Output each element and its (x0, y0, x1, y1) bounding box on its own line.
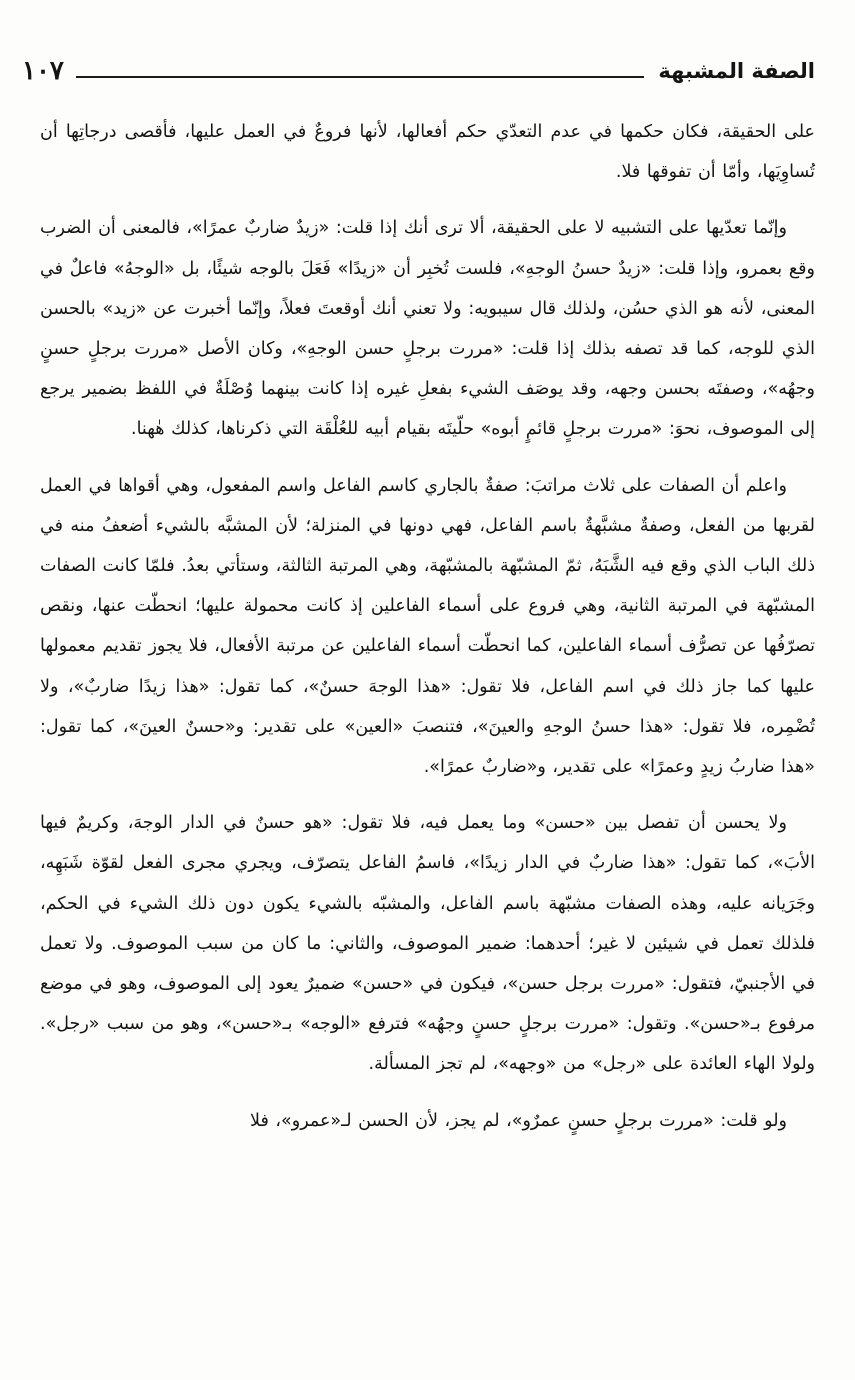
header-rule (76, 76, 644, 78)
paragraph-4: ولا يحسن أن تفصل بين «حسن» وما يعمل فيه، فلا تقول: «هو حسنٌ في الدار الوجهَ، وكريمٌ فيها الأبَ»، كما تقول: «هذا ضاربٌ في الدار زيدًا»، فاسمُ الفاعل يتصرّف، ويجري مجرى الفعل لقوّة شَبَهِه، وجَرَيانه عليه، وهذه الصفات مشبّهة باسم الفاعل، والمشبّه بالشيء يكون دون ذلك الشيء في الحكم، فلذلك تعمل في شيئين لا غير؛ أحدهما: ضمير الموصوف، والثاني: ما كان من سبب الموصوف. ولا تعمل في الأجنبيّ، فتقول: «مررت برجل حسن»، فيكون في «حسن» ضميرٌ يعود إلى الموصوف، وهو في موضع مرفوع بـ«حسن». وتقول: «مررت برجلٍ حسنٍ وجهُه» فترفع «الوجه» بـ«حسن»، وهو من سبب «رجل». ولولا الهاء العائدة على «رجل» من «وجهه»، لم تجز المسألة. (40, 813, 815, 1075)
page-body (40, 112, 815, 1141)
page-header (22, 50, 815, 90)
running-title: الصفة المشبهة (658, 59, 815, 83)
paragraph-5: ولو قلت: «مررت برجلٍ حسنٍ عمرٌو»، لم يجز، لأن الحسن لـ«عمرو»، فلا (250, 1110, 787, 1131)
paragraph-2: وإنّما تعدّيها على التشبيه لا على الحقيقة، ألا ترى أنك إذا قلت: «زيدٌ ضاربٌ عمرًا»، فالمعنى أن الضرب وقع بعمرو، وإذا قلت: «زيدٌ حسنُ الوجهِ»، فلست تُخبِر أن «زيدًا» فَعَلَ بالوجه شيئًا، بل «الوجهُ» فاعلٌ في المعنى، لأنه هو الذي حسُن، ولذلك قال سيبويه: ولا تعني أنك أوقعتَ فعلاً، وإنّما أخبرت عن «زيد» بالحسن الذي للوجه، كما قد تصفه بذلك إذا قلت: «مررت برجلٍ حسن الوجهِ»، وكان الأصل «مررت برجلٍ حسنٍ وجهُه»، وصفتَه بحسن وجهه، وقد يوصَف الشيء بفعلِ غيره إذا كانت بينهما وُصْلَةٌ في اللفظ بضمير يرجع إلى الموصوف، نحوَ: «مررت برجلٍ قائمٍ أبوه» حلّيتَه بقيام أبيه للعُلْقَة التي ذكرناها، كذلك هٰهنا. (40, 218, 815, 440)
paragraph-3: واعلم أن الصفات على ثلاث مراتبَ: صفةٌ بالجاري كاسم الفاعل واسم المفعول، وهي أقواها في العمل لقربها من الفعل، وصفةٌ مشبَّهةٌ باسم الفاعل، فهي دونها في المنزلة؛ لأن المشبَّه بالشيء أضعفُ منه في ذلك الباب الذي وقع فيه الشَّبَهُ، ثمّ المشبّهة بالمشبّهة، وهي المرتبة الثالثة، وستأتي بعدُ. فلمّا كانت الصفات المشبّهة في المرتبة الثانية، وهي فروع على أسماء الفاعلين إذ كانت محمولة عليها؛ انحطّت عنها، ونقص تصرّفُها عن تصرُّف أسماء الفاعلين، كما انحطّت أسماء الفاعلين عن مرتبة الأفعال، فلا يجوز تقديم معمولها عليها كما جاز ذلك في اسم الفاعل، فلا تقول: «هذا الوجهَ حسنٌ»، كما تقول: «هذا زيدًا ضاربٌ»، ولا تُضْمِره، فلا تقول: «هذا حسنُ الوجهِ والعينَ»، فتنصبَ «العين» على تقدير: و«حسنٌ العينَ»، كما تقول: «هذا ضاربُ زيدٍ وعمرًا» على تقدير، و«ضاربٌ عمرًا». (40, 475, 815, 778)
page-number: ١٠٧ (22, 56, 64, 86)
paragraph-1: على الحقيقة، فكان حكمها في عدم التعدّي حكم أفعالها، لأنها فروعٌ في العمل عليها، فأقصى درجاتِها أن تُساوِيَها، وأمّا أن تفوقها فلا. (40, 122, 815, 183)
